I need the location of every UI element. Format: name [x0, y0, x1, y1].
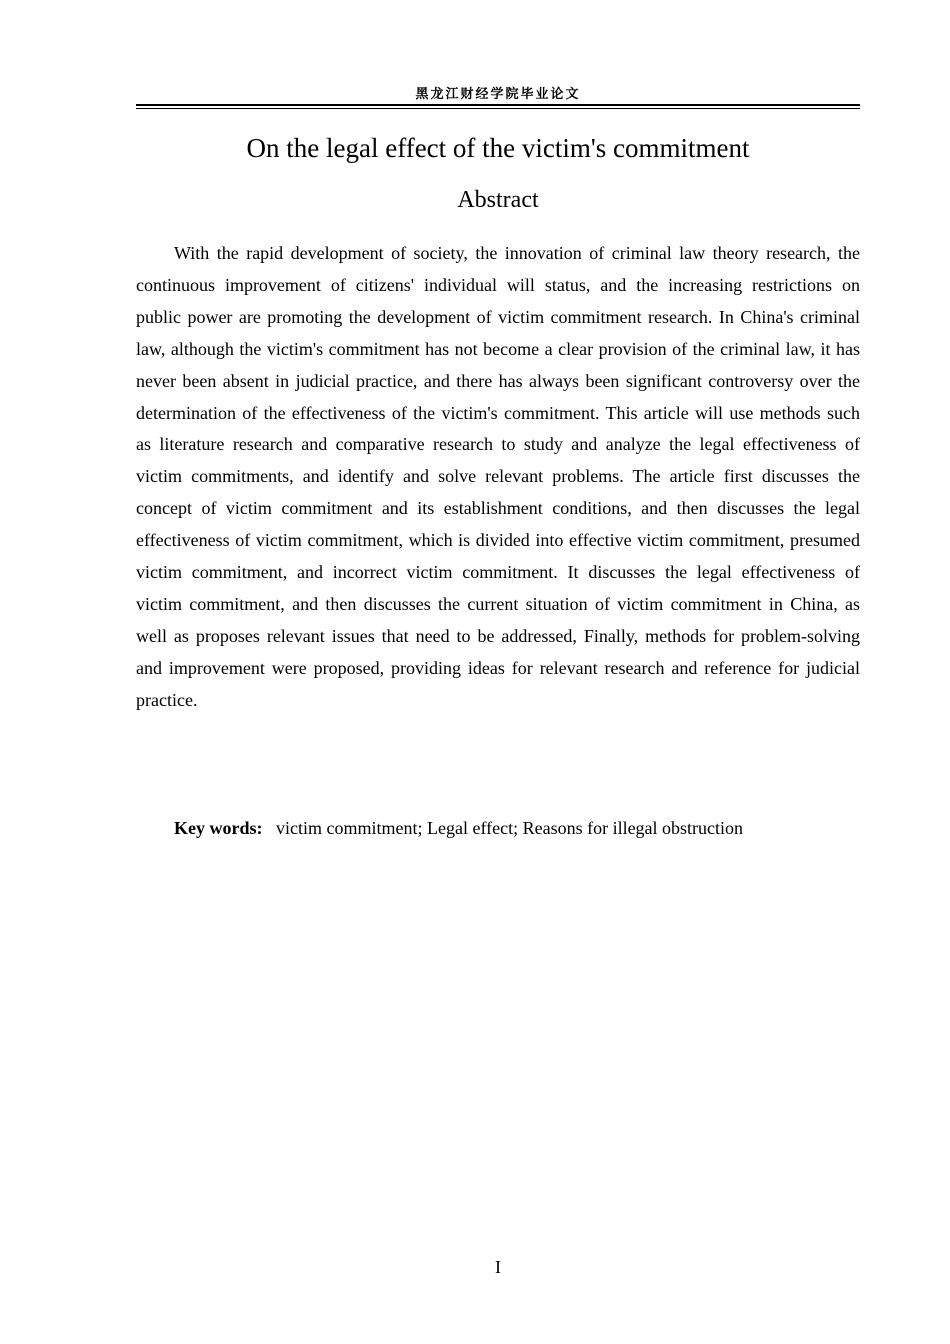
abstract-paragraph: With the rapid development of society, the innovation of criminal law theory research, the continuous improvement of citizens' individual will status, and the increasing restrictions on public power are promoting the development of victim commitment research. In China's criminal law, although the victim's commitment has not become a clear provision of the criminal law, it has never been absent in judicial practice, and there has always been significant controversy over the determination of the effectiveness of the victim's commitment. This article will use methods such as literature research and comparative research to study and analyze the legal effectiveness of victim commitments, and identify and solve relevant problems. The article first discusses the concept of victim commitment and its establishment conditions, and then discusses the legal effectiveness of victim commitment, which is divided into effective victim commitment, presumed victim commitment, and incorrect victim commitment. It discusses the legal effectiveness of victim commitment, and then discusses the current situation of victim commitment in China, as well as proposes relevant issues that need to be addressed, Finally, methods for problem-solving and improvement were proposed, providing ideas for relevant research and reference for judicial practice.	[136, 243, 860, 710]
abstract-heading: Abstract	[457, 187, 539, 213]
keywords-text: victim commitment; Legal effect; Reasons for illegal obstruction	[276, 818, 744, 838]
keywords-label: Key words:	[174, 818, 263, 838]
header-double-rule	[136, 104, 860, 109]
thesis-title: On the legal effect of the victim's commitment	[246, 133, 750, 163]
running-header: 黑龙江财经学院毕业论文	[415, 87, 581, 102]
keywords-line	[174, 815, 860, 841]
keywords-spacer	[267, 818, 276, 838]
page-number: I	[495, 1257, 501, 1277]
